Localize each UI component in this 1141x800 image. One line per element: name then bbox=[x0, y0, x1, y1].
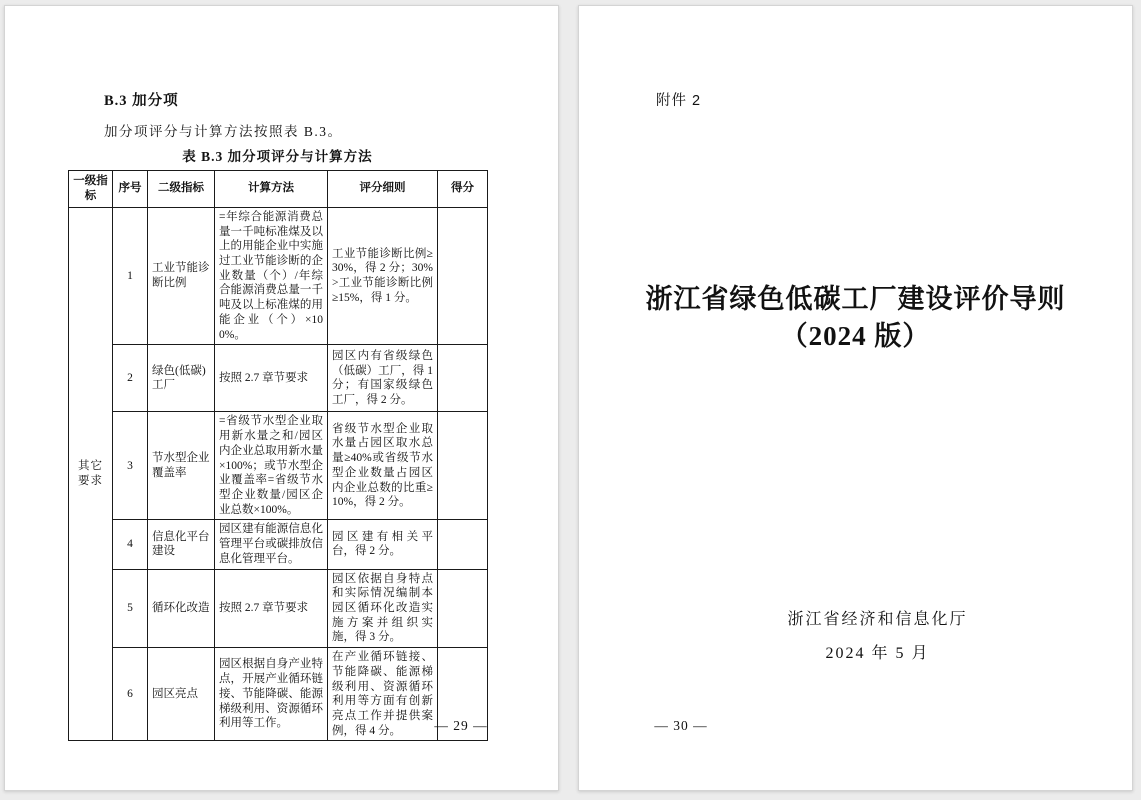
row-method: =年综合能源消费总量一千吨标准煤及以上的用能企业中实施过工业节能诊断的企业数量（个）/年综合能源消费总量一千吨及以上标准煤的用能企业（个）×100%。 bbox=[215, 207, 328, 344]
table-row bbox=[69, 520, 488, 569]
issuing-authority: 浙江省经济和信息化厅 bbox=[787, 611, 968, 628]
section-heading: B.3 加分项 bbox=[104, 93, 179, 109]
row-method: 园区建有能源信息化管理平台或碳排放信息化管理平台。 bbox=[215, 520, 328, 569]
row-rule: 工业节能诊断比例≥30%，得 2 分；30%>工业节能诊断比例≥15%，得 1 分。 bbox=[328, 207, 438, 344]
row-no: 5 bbox=[113, 569, 148, 648]
row-rule: 在产业循环链接、节能降碳、能源梯级利用、资源循环利用等方面有创新亮点工作并提供案例，得 4 分。 bbox=[328, 648, 438, 741]
table-row bbox=[69, 412, 488, 520]
row-method: =省级节水型企业取用新水量之和/园区内企业总取用新水量×100%；或节水型企业覆盖率=省级节水型企业数量/园区企业总数×100%。 bbox=[215, 412, 328, 520]
table-row bbox=[69, 207, 488, 344]
header-level1-indicator: 一级指标 bbox=[69, 171, 113, 208]
header-scoring-rule: 评分细则 bbox=[328, 171, 438, 208]
row-indicator: 节水型企业覆盖率 bbox=[148, 412, 215, 520]
header-score: 得分 bbox=[438, 171, 488, 208]
page-number: — 30 — bbox=[654, 718, 708, 733]
header-level2-indicator: 二级指标 bbox=[148, 171, 215, 208]
intro-paragraph: 加分项评分与计算方法按照表 B.3。 bbox=[104, 124, 343, 139]
row-indicator: 园区亮点 bbox=[148, 648, 215, 741]
table-row bbox=[69, 569, 488, 648]
row-score bbox=[438, 520, 488, 569]
row-indicator: 信息化平台建设 bbox=[148, 520, 215, 569]
table-title: 表 B.3 加分项评分与计算方法 bbox=[182, 149, 373, 164]
row-method: 按照 2.7 章节要求 bbox=[215, 345, 328, 412]
document-title-line2: （2024 版） bbox=[780, 321, 931, 351]
row-rule: 园区内有省级绿色（低碳）工厂，得 1 分；有国家级绿色工厂，得 2 分。 bbox=[328, 345, 438, 412]
document-title-line1: 浙江省绿色低碳工厂建设评价导则 bbox=[645, 284, 1066, 314]
bonus-items-table bbox=[68, 170, 488, 741]
table-header-row bbox=[69, 171, 488, 208]
row-no: 6 bbox=[113, 648, 148, 741]
row-no: 1 bbox=[113, 207, 148, 344]
page-number: — 29 — bbox=[434, 718, 488, 733]
attachment-label: 附件 2 bbox=[656, 93, 702, 109]
row-score bbox=[438, 207, 488, 344]
bonus-table-container bbox=[68, 145, 487, 741]
row-indicator: 绿色(低碳)工厂 bbox=[148, 345, 215, 412]
row-rule: 园区建有相关平台，得 2 分。 bbox=[328, 520, 438, 569]
page-29 bbox=[4, 5, 559, 791]
row-no: 2 bbox=[113, 345, 148, 412]
row-no: 3 bbox=[113, 412, 148, 520]
row-rule: 园区依据自身特点和实际情况编制本园区循环化改造实施方案并组织实施，得 3 分。 bbox=[328, 569, 438, 648]
header-serial-number: 序号 bbox=[113, 171, 148, 208]
row-indicator: 循环化改造 bbox=[148, 569, 215, 648]
page-30 bbox=[578, 5, 1133, 791]
row-method: 园区根据自身产业特点，开展产业循环链接、节能降碳、能源梯级利用、资源循环利用等工作。 bbox=[215, 648, 328, 741]
header-calc-method: 计算方法 bbox=[215, 171, 328, 208]
publication-date: 2024 年 5 月 bbox=[825, 645, 930, 662]
row-score bbox=[438, 412, 488, 520]
row-no: 4 bbox=[113, 520, 148, 569]
row-score bbox=[438, 345, 488, 412]
table-row bbox=[69, 345, 488, 412]
document-title bbox=[579, 281, 1132, 355]
row-rule: 省级节水型企业取水量占园区取水总量≥40%或省级节水型企业数量占园区内企业总数的比重≥10%，得 2 分。 bbox=[328, 412, 438, 520]
row-method: 按照 2.7 章节要求 bbox=[215, 569, 328, 648]
category-cell: 其它要求 bbox=[69, 207, 113, 741]
row-indicator: 工业节能诊断比例 bbox=[148, 207, 215, 344]
row-score bbox=[438, 569, 488, 648]
